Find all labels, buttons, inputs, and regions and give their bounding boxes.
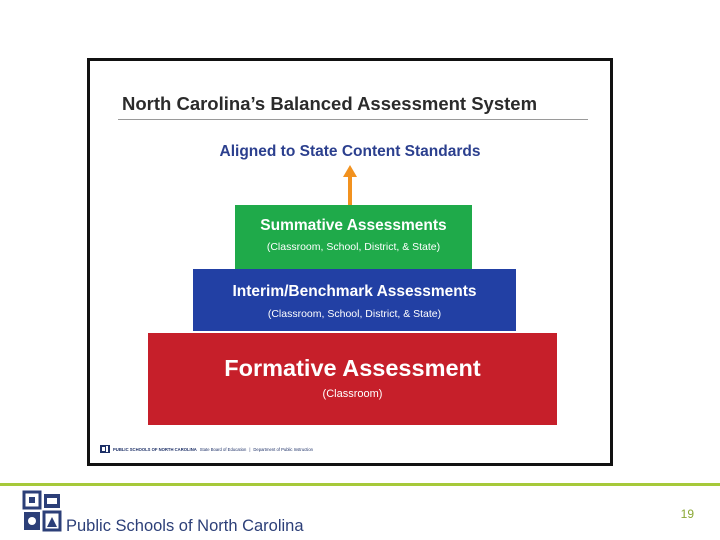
nc-schools-logo-icon <box>22 490 62 534</box>
page-number: 19 <box>680 507 694 521</box>
footer-divider <box>0 483 720 486</box>
inner-footer-org: PUBLIC SCHOOLS OF NORTH CAROLINA <box>113 446 197 452</box>
title-divider <box>118 119 588 120</box>
aligned-standards-label: Aligned to State Content Standards <box>219 143 481 160</box>
tier-summative <box>235 205 472 269</box>
tier-subtitle: (Classroom, School, District, & State) <box>266 241 441 253</box>
up-arrow-icon <box>342 165 358 205</box>
inner-footer-separator: | <box>249 446 251 452</box>
diagram-title: North Carolina’s Balanced Assessment System <box>122 93 538 114</box>
tier-subtitle: (Classroom) <box>322 388 383 400</box>
tier-subtitle: (Classroom, School, District, & State) <box>267 308 442 320</box>
footer-org-name: Public Schools of North Carolina <box>66 517 304 535</box>
tier-formative <box>148 333 557 425</box>
inner-footer-dept: Department of Public Instruction <box>253 446 313 452</box>
inner-footer <box>100 444 313 454</box>
tier-title: Formative Assessment <box>224 355 481 381</box>
inner-footer-board: State Board of Education <box>199 446 247 452</box>
tier-title: Summative Assessments <box>260 217 447 234</box>
slide-image-frame <box>87 58 613 466</box>
tier-title: Interim/Benchmark Assessments <box>232 283 477 300</box>
tier-interim <box>193 269 516 331</box>
dpi-logo-icon <box>100 445 110 453</box>
